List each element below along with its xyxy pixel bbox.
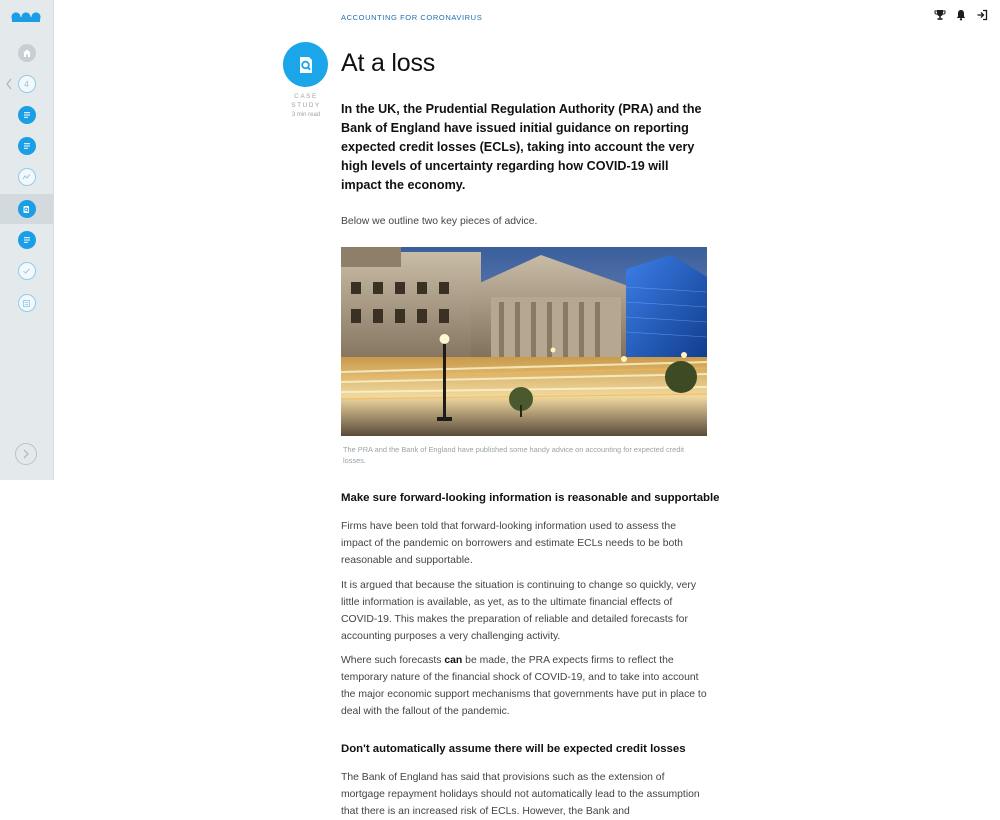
sidebar-item-number: 4: [24, 79, 29, 89]
quiz-icon: [18, 294, 36, 312]
read-time: 3 min read: [291, 112, 321, 118]
sidebar-item-home[interactable]: [0, 38, 53, 68]
number-4-icon: [18, 75, 36, 93]
emphasis-text: can: [444, 655, 463, 666]
checkmark-icon: [18, 262, 36, 280]
text-lines-icon: [18, 137, 36, 155]
case-study-label: CASE STUDY: [291, 93, 321, 109]
article-kicker: ACCOUNTING FOR CORONAVIRUS: [341, 13, 483, 22]
trophy-icon[interactable]: [934, 8, 946, 20]
intro-paragraph: Below we outline two key pieces of advice.: [341, 216, 538, 227]
text-lines-icon: [18, 106, 36, 124]
section2-paragraph-1: The Bank of England has said that provisions such as the extension of mortgage repayment holidays should not automatically lead to the assumption that there is an increased risk of ECLs. However, the Bank and: [341, 772, 700, 817]
top-toolbar: [934, 8, 988, 20]
section1-paragraph-3: [341, 652, 709, 720]
sidebar-item-check[interactable]: [0, 256, 53, 286]
case-study-icon: [295, 54, 317, 76]
section1-paragraph-1: Firms have been told that forward-looking information used to assess the impact of the pandemic on borrowers and estimate ECLs needs to be both reasonable and supportable.: [341, 521, 683, 566]
home-icon: [18, 44, 36, 62]
sidebar-item-quiz[interactable]: [0, 288, 53, 318]
sidebar-item-reading-3[interactable]: [0, 225, 53, 255]
sidebar-item-module-4[interactable]: [0, 69, 53, 99]
sidebar: [0, 0, 54, 480]
section-heading-forward-looking: Make sure forward-looking information is reasonable and supportable: [341, 492, 720, 504]
case-study-badge: [283, 42, 328, 87]
bank-of-england-photo: [341, 247, 707, 436]
page-title: At a loss: [341, 49, 436, 77]
lead-paragraph: In the UK, the Prudential Regulation Authority (PRA) and the Bank of England have issued initial guidance on reporting expected credit losses (ECLs), taking into account the very high levels of uncertainty regarding how COVID-19 will impact the economy.: [341, 102, 702, 192]
bell-icon[interactable]: [955, 8, 967, 20]
chart-icon: [18, 168, 36, 186]
sidebar-item-chart[interactable]: [0, 162, 53, 192]
case-study-icon: [18, 200, 36, 218]
paragraph-text: Where such forecasts: [341, 655, 445, 666]
image-caption: The PRA and the Bank of England have published some handy advice on accounting for expected credit losses.: [343, 445, 685, 465]
app-logo[interactable]: [11, 11, 41, 23]
section1-paragraph-2: It is argued that because the situation is continuing to change so quickly, very little information is available, as yet, as to the ultimate financial effects of COVID-19. This makes the preparation of reliable and detailed forecasts for accounting purposes a very challenging activity.: [341, 580, 697, 642]
sidebar-item-reading-2[interactable]: [0, 131, 53, 161]
chevron-right-icon: [23, 449, 29, 459]
next-button[interactable]: [15, 443, 37, 465]
sidebar-item-case-study[interactable]: [0, 194, 53, 224]
text-lines-icon: [18, 231, 36, 249]
logout-icon[interactable]: [976, 8, 988, 20]
sidebar-item-reading-1[interactable]: [0, 100, 53, 130]
section-heading-credit-losses: Don't automatically assume there will be expected credit losses: [341, 743, 686, 755]
paragraph-text: be made, the PRA expects firms to reflect the temporary nature of the financial shock of COVID-19, and to take into account the major economic support mechanisms that governments have put in place to deal with the fallout of the pandemic.: [341, 655, 707, 717]
